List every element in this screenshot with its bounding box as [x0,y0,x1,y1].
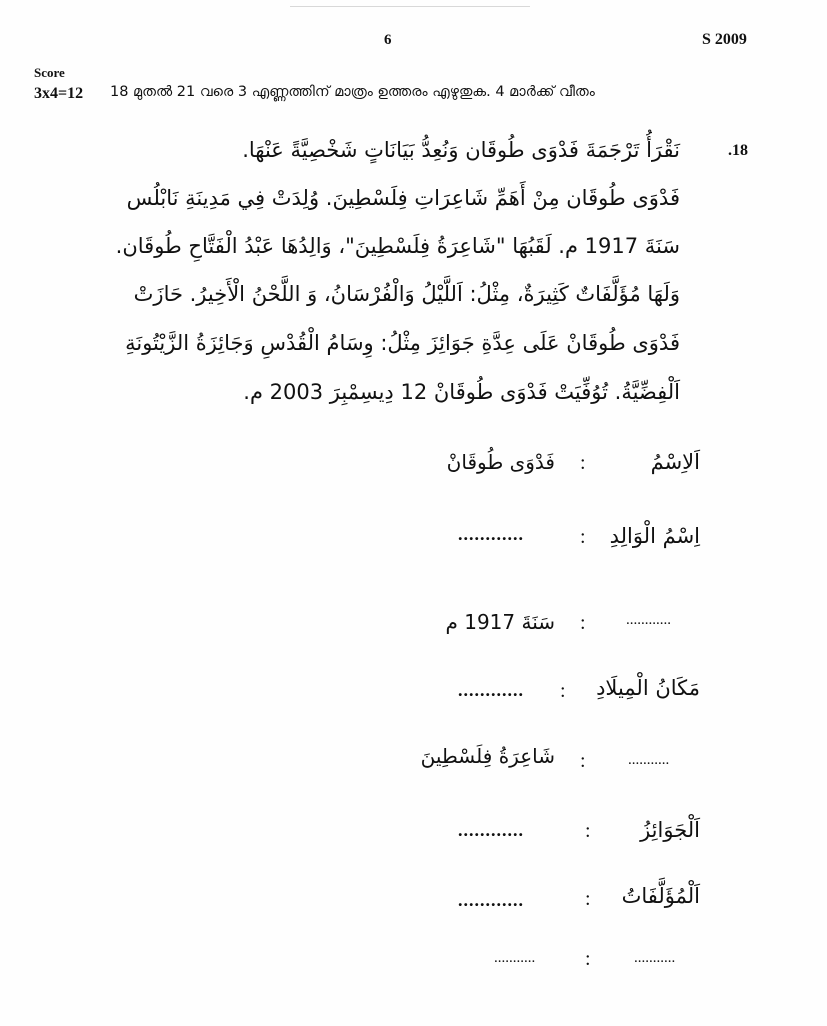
field-colon: : [560,680,566,702]
answer-blank-label-row5: ........... [628,752,670,768]
field-colon: : [585,948,591,970]
field-colon: : [580,452,586,474]
field-value-title: شَاعِرَةُ فِلَسْطِينَ [420,744,555,768]
field-colon: : [580,750,586,772]
answer-blank-works: ............ [458,890,524,910]
score-label: Score [34,65,65,80]
answer-blank-birthplace: ............ [458,680,524,700]
page-top-edge [290,0,530,7]
field-label-awards: اَلْجَوَائِزُ [640,818,700,842]
score-value: 3x4=12 [34,85,84,102]
passage-line: فَدْوَى طُوقَانْ عَلَى عِدَّةِ جَوَائِزَ مِثْلُ: وِسَامُ الْقُدْسِ وَجَائِزَةُ الزَّيْتُونَةِ [125,331,680,355]
answer-blank-awards: ............ [458,820,524,840]
field-colon: : [585,820,591,842]
passage-line: سَنَةَ 1917 م. لَقَبُهَا "شَاعِرَةُ فِلَسْطِينَ"، وَالِدُهَا عَبْدُ الْفَتَّاحِ طُوقَان. [115,234,680,258]
field-colon: : [585,888,591,910]
answer-blank-label-row8: ........... [634,950,676,966]
passage-line: وَلَهَا مُؤَلَّفَاتٌ كَثِيرَةٌ، مِثْلُ: اَللَّيْلُ وَالْفُرْسَانُ، وَ اللَّحْنُ الْأَخِيرُ. حَازَتْ [133,282,680,306]
answer-blank-row8: ........... [494,950,536,966]
question-title: نَقْرَأُ تَرْجَمَةَ فَدْوَى طُوقَان وَنُعِدُّ بَيَانَاتٍ شَخْصِيَّةً عَنْهَا. [242,138,680,162]
field-value-birth-year: سَنَةَ 1917 م [445,610,555,634]
field-value-name: فَدْوَى طُوقَانْ [446,450,555,474]
answer-blank-father-name: ............ [458,524,524,544]
page-number: 6 [384,32,392,48]
field-label-works: اَلْمُؤَلَّفَاتُ [621,884,700,908]
question-number: .18 [728,142,748,159]
field-colon: : [580,612,586,634]
field-colon: : [580,526,586,548]
exam-code: S 2009 [702,31,747,48]
answer-blank-label-row3: ............ [626,612,671,628]
passage-line: اَلْفِضِّيَّةُ. تُوُفِّيَتْ فَدْوَى طُوقَانْ 12 دِيسِمْبِرَ 2003 م. [243,380,680,404]
section-instruction: 18 മുതൽ 21 വരെ 3 എണ്ണത്തിന് മാത്രം ഉത്തരം എഴുതുക. 4 മാർക്ക് വീതം [110,84,595,100]
passage-line: فَدْوَى طُوقَان مِنْ أَهَمِّ شَاعِرَاتِ فِلَسْطِينَ. وُلِدَتْ فِي مَدِينَةِ نَابْلُس [126,186,680,210]
field-label-birthplace: مَكَانُ الْمِيلَادِ [596,676,700,700]
field-label-father-name: اِسْمُ الْوَالِدِ [609,524,700,548]
field-label-name: اَلاِسْمُ [650,450,700,474]
